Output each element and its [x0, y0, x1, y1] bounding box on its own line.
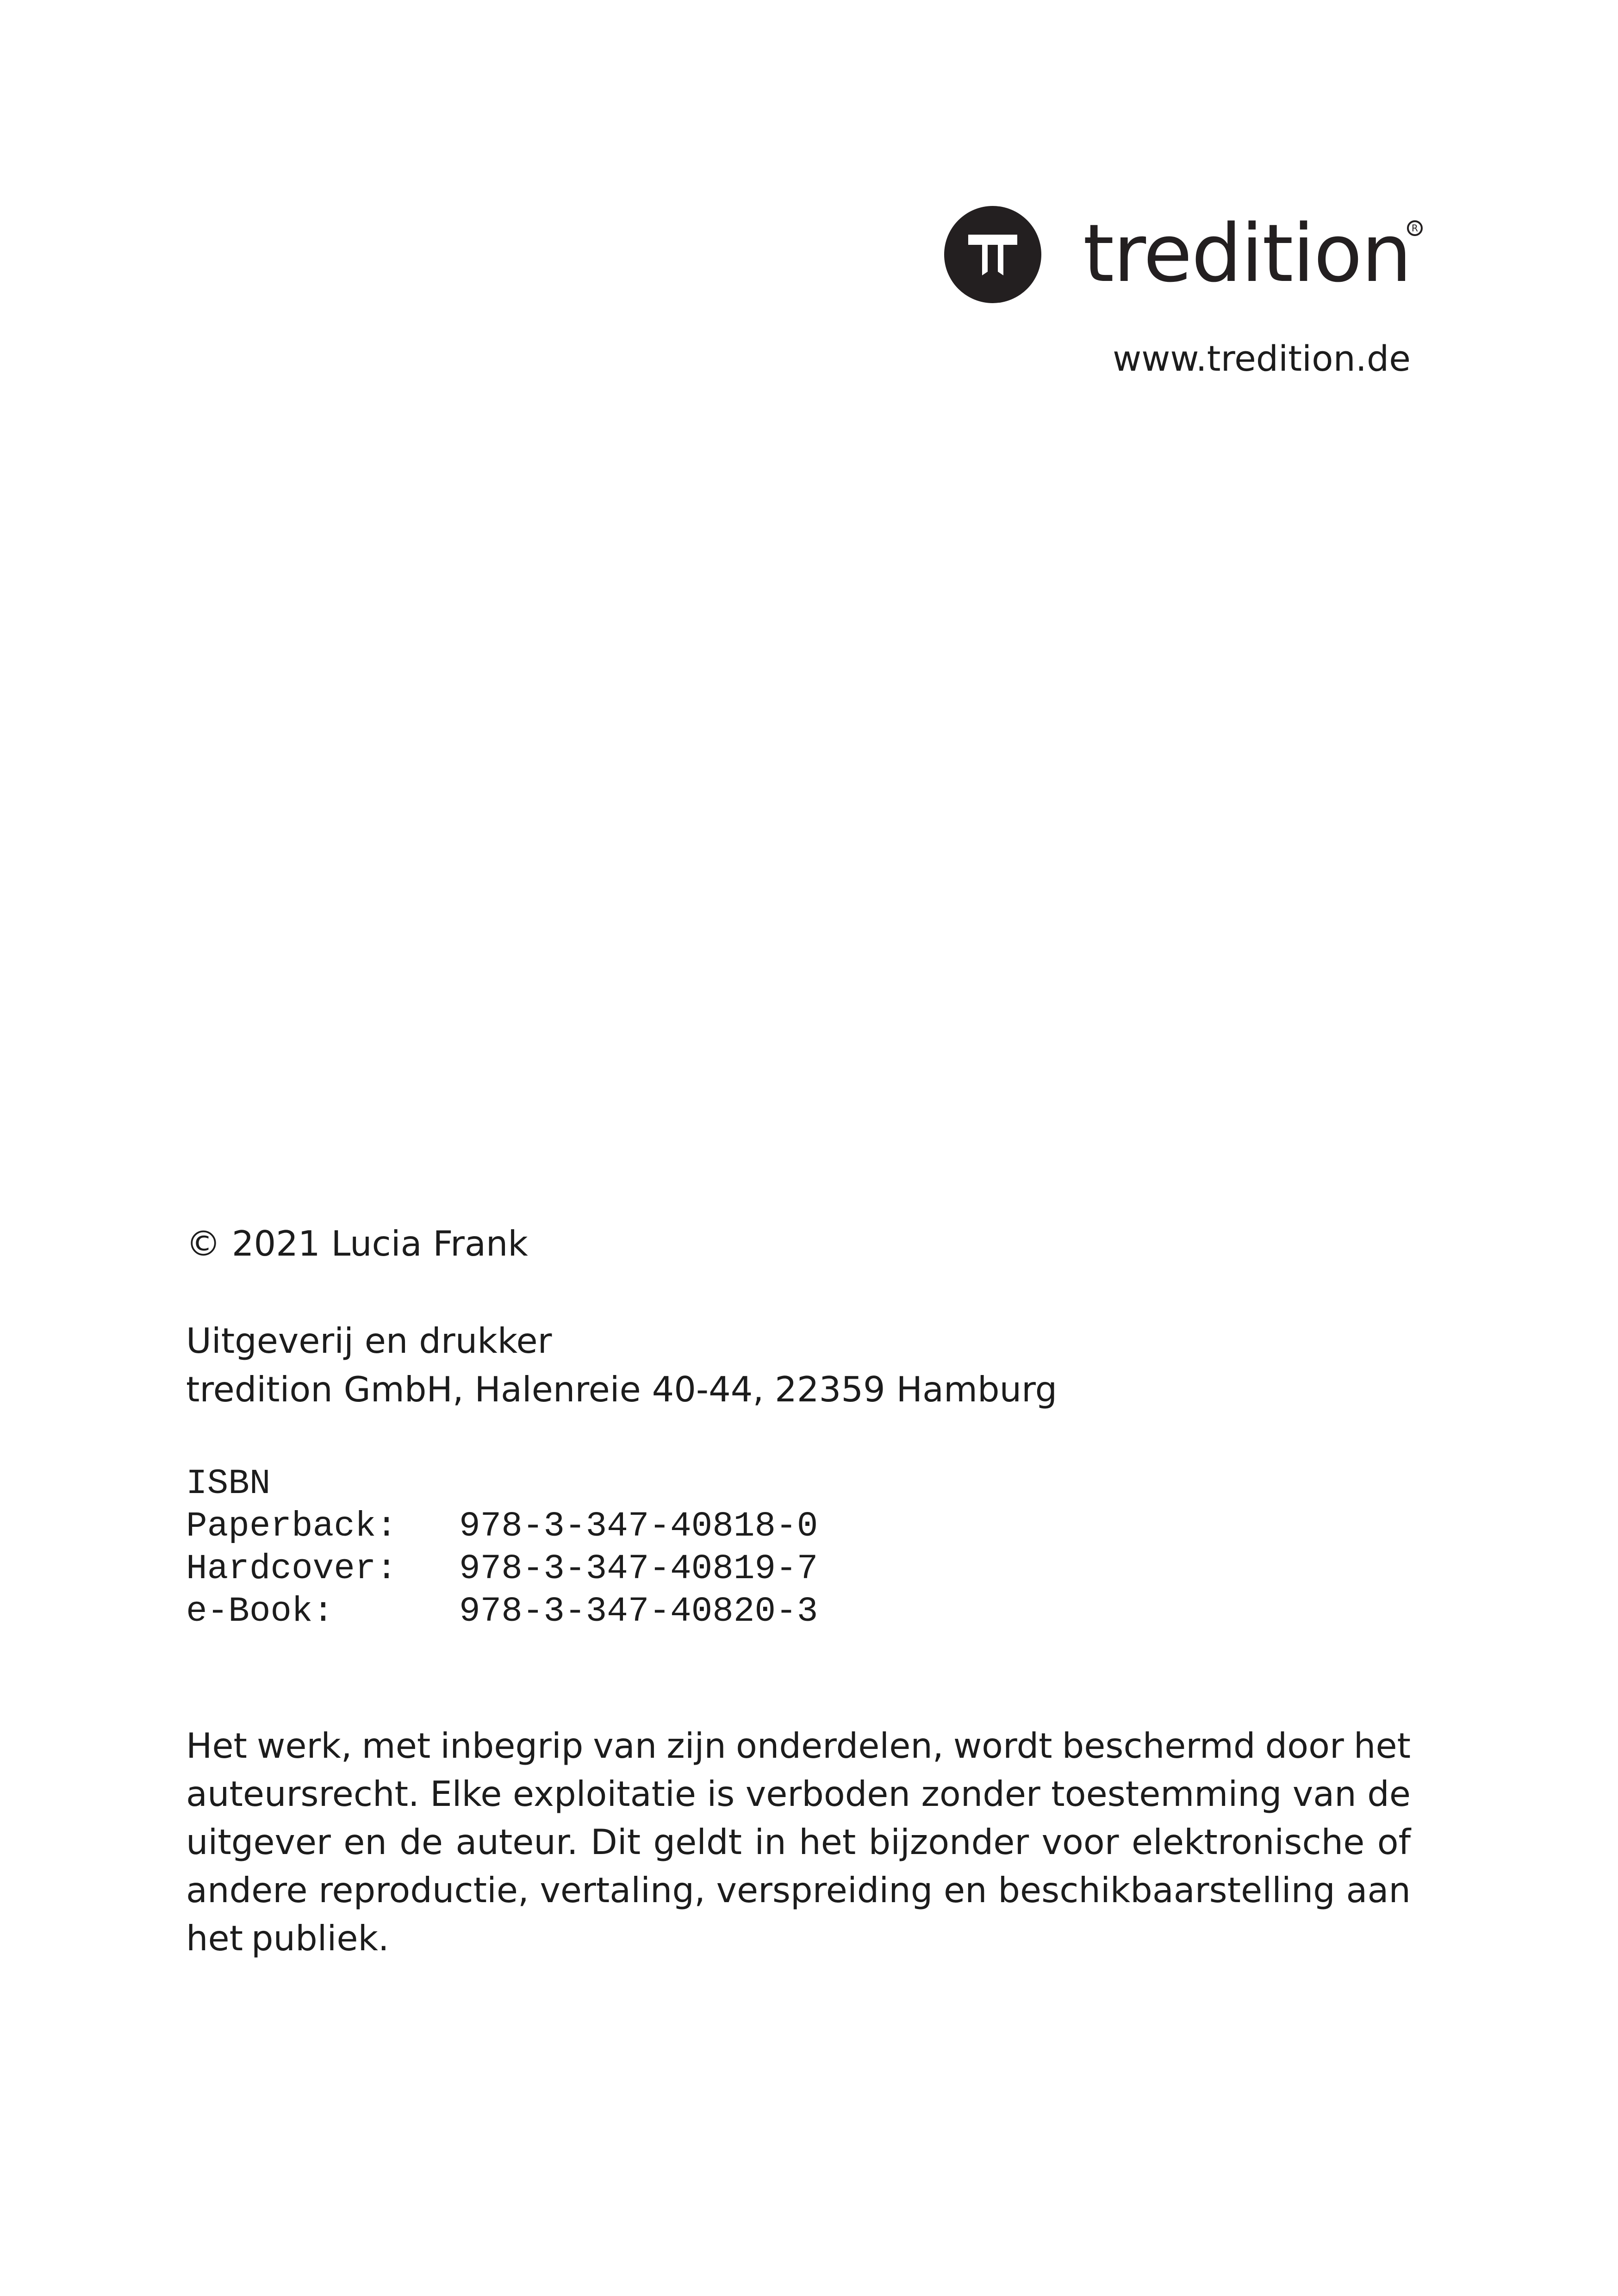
printer-address: tredition GmbH, Halenreie 40-44, 22359 Hamburg	[186, 1369, 1058, 1410]
isbn-format: Paperback:	[186, 1506, 398, 1546]
copyright-notice: © 2021 Lucia Frank	[186, 1223, 528, 1264]
tredition-emblem-icon	[944, 206, 1041, 303]
legal-notice: Het werk, met inbegrip van zijn onderdelen, wordt beschermd door het auteursrecht. Elke exploitatie is verboden zonder toestemming van de uitgever en de auteur. Dit geldt in het bijzonder voor elektronische of andere reproductie, vertaling, verspreiding en beschikbaarstelling aan het publiek.	[186, 1725, 1411, 1959]
isbn-format: e-Book:	[186, 1592, 334, 1631]
isbn-row	[186, 1548, 818, 1590]
isbn-block	[186, 1462, 818, 1633]
isbn-number: 978-3-347-40820-3	[459, 1592, 818, 1631]
printer-label: Uitgeverij en drukker	[186, 1320, 552, 1361]
isbn-format: Hardcover:	[186, 1549, 398, 1589]
publisher-website: www.tredition.de	[1113, 338, 1411, 379]
isbn-number: 978-3-347-40819-7	[459, 1549, 818, 1589]
publisher-logo	[944, 204, 1425, 305]
isbn-number: 978-3-347-40818-0	[459, 1506, 818, 1546]
registered-mark: R	[1407, 220, 1423, 236]
isbn-heading: ISBN	[186, 1464, 271, 1504]
isbn-row	[186, 1505, 818, 1548]
logo-wordmark: tredition	[1083, 207, 1411, 300]
isbn-row	[186, 1590, 818, 1633]
